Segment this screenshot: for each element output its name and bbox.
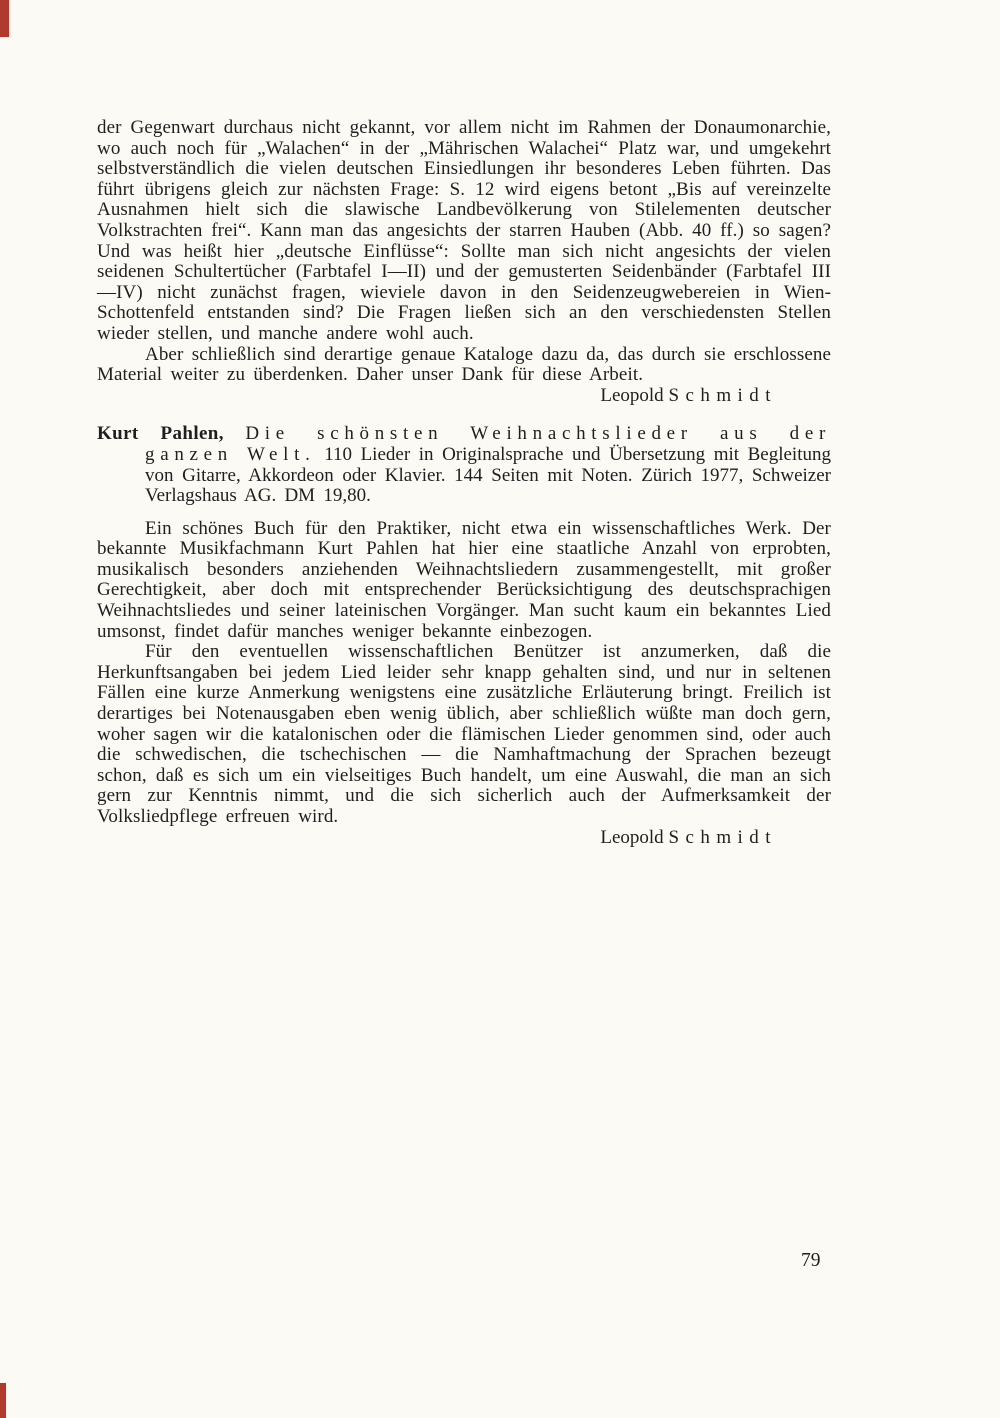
review-author: Kurt Pahlen,	[97, 423, 224, 445]
signature-surname: Schmidt	[668, 384, 777, 406]
signature-line-1	[97, 386, 831, 407]
continuation-paragraph: der Gegenwart durchaus nicht gekannt, vor allem nicht im Rahmen der Donaumonarchie, wo auch noch für „Walachen“ in der „Mährischen Walachei“ Platz war, und umgekehrt selbstverständlich die vielen deutschen Einsiedlungen ihr besonderes Leben führten. Das führt übrigens gleich zur nächsten Frage: S. 12 wird eigens betont „Bis auf vereinzelte Ausnahmen hielt sich die slawische Landbevölkerung von Stilelementen deutscher Volkstrachten frei“. Kann man das angesichts der starren Hauben (Abb. 40 ff.) so sagen? Und was heißt hier „deutsche Einflüsse“: Sollte man sich nicht angesichts der vielen seidenen Schultertücher (Farbtafel I—II) und der gemusterten Seidenbänder (Farbtafel III—IV) nicht zunächst fragen, wieviele davon in den Seidenzeugwebereien in Wien-Schottenfeld entstanden sind? Die Fragen ließen sich an den verschiedensten Stellen wieder stellen, und manche andere wohl auch.	[97, 117, 831, 344]
scan-edge-mark-bottom	[0, 1383, 6, 1418]
text-block	[97, 118, 831, 848]
page-number: 79	[801, 1250, 821, 1271]
review-bibliographic-details: 110 Lieder in Originalsprache und Übersetzung mit Begleitung von Gitarre, Akkordeon oder Klavier. 144 Seiten mit Noten. Zürich 1977, Schweizer Verlagshaus AG. DM 19,80.	[145, 443, 831, 507]
signature-surname: Schmidt	[668, 826, 777, 848]
signature-first-name: Leopold	[600, 826, 664, 848]
review-paragraph-2: Für den eventuellen wissenschaftlichen Benützer ist anzumerken, daß die Herkunftsangaben bei jedem Lied leider sehr knapp gehalten sind, und nur in seltenen Fällen eine kurze Anmerkung wenigstens eine zusätzliche Erläuterung bringt. Freilich ist derartiges bei Notenausgaben eben wenig üblich, aber schließlich wüßte man doch gern, woher sagen wir die katalonischen oder die flämischen Lieder genommen sind, oder auch die schwedischen, die tschechischen — die Namhaftmachung der Sprachen bezeugt schon, daß es sich um ein vielseitiges Buch handelt, um eine Auswahl, die man an sich gern zur Kenntnis nimmt, und die sich sicherlich auch der Aufmerksamkeit der Volksliedpflege erfreuen wird.	[97, 641, 831, 827]
signature-first-name: Leopold	[600, 384, 664, 406]
review-paragraph-1: Ein schönes Buch für den Praktiker, nicht etwa ein wissenschaftliches Werk. Der bekannte Musikfachmann Kurt Pahlen hat hier eine staatliche Anzahl von erprobten, musikalisch besonders anziehenden Weihnachtsliedern zusammengestellt, mit großer Gerechtigkeit, aber doch mit entsprechender Berücksichtigung des deutschsprachigen Weihnachtsliedes und seiner lateinischen Vorgänger. Man sucht kaum ein bekanntes Lied umsonst, findet dafür manches weniger bekannte einbezogen.	[97, 517, 831, 642]
review-heading	[97, 424, 831, 506]
review-title: Die schönsten Weihnachtslieder aus der ganzen Welt.	[145, 423, 831, 465]
signature-line-2	[97, 828, 831, 849]
scan-edge-mark-top	[0, 0, 9, 37]
closing-paragraph: Aber schließlich sind derartige genaue Kataloge dazu da, das durch sie erschlossene Material weiter zu überdenken. Daher unser Dank für diese Arbeit.	[97, 343, 831, 386]
